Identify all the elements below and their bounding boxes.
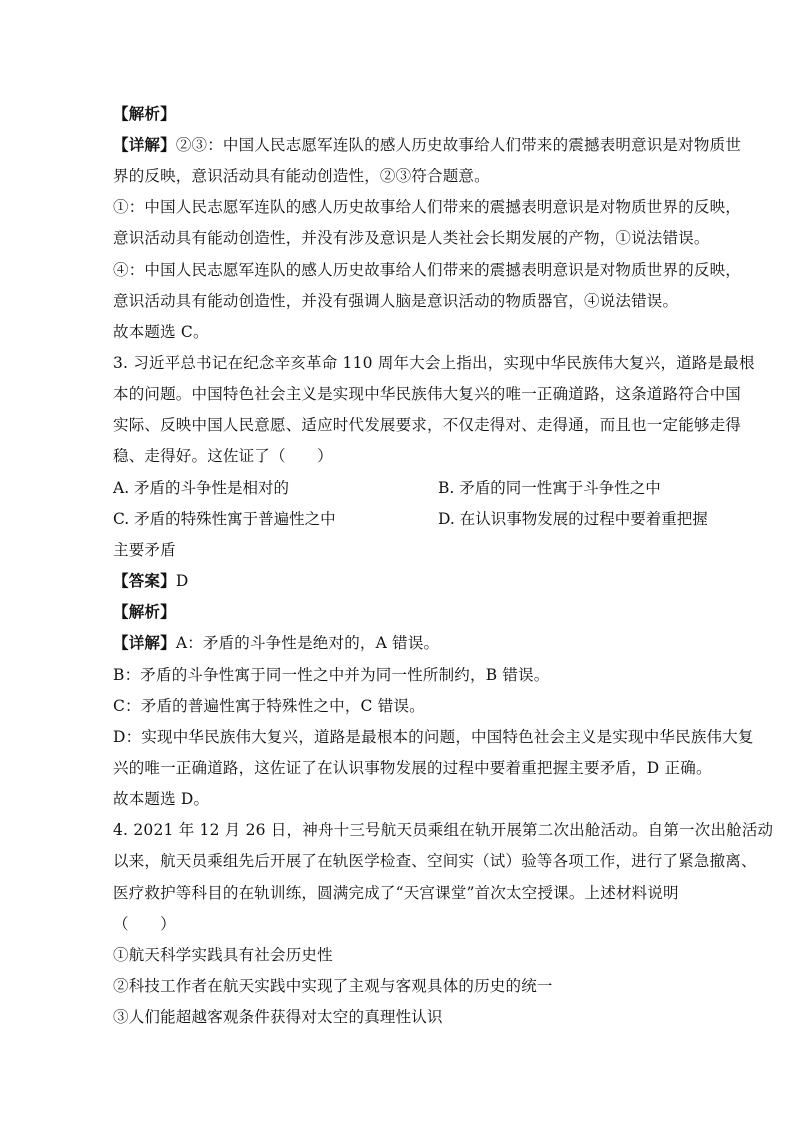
- detail-text: ②③：中国人民志愿军连队的感人历史故事给人们带来的震撼表明意识是对物质世: [175, 136, 742, 154]
- statement-2: ②科技工作者在航天实践中实现了主观与客观具体的历史的统一: [113, 977, 553, 995]
- question-4-stem-line-3: 医疗救护等科目的在轨训练，圆满完成了“天宫课堂”首次太空授课。上述材料说明: [113, 884, 679, 902]
- option-d: D. 在认识事物发展的过程中要着重把握: [438, 510, 708, 528]
- question-3-stem-line-4: 稳、走得好。这佐证了（ ）: [113, 447, 333, 465]
- question-3-stem-line-3: 实际、反映中国人民意愿、适应时代发展要求，不仅走得对、走得通，而且也一定能够走得: [113, 416, 742, 434]
- option-a: A. 矛盾的斗争性是相对的: [113, 479, 290, 497]
- option-one-analysis: ①：中国人民志愿军连队的感人历史故事给人们带来的震撼表明意识是对物质世界的反映，: [113, 198, 742, 216]
- option-b-explanation: B：矛盾的斗争性寓于同一性之中并为同一性所制约，B 错误。: [113, 666, 550, 684]
- option-one-analysis-continued: 意识活动具有能动创造性，并没有涉及意识是人类社会长期发展的产物，①说法错误。: [113, 229, 710, 247]
- detail-line-2: [113, 633, 439, 653]
- detail-line: [113, 135, 741, 155]
- option-four-analysis-continued: 意识活动具有能动创造性，并没有强调人脑是意识活动的物质器官，④说法错误。: [113, 292, 679, 310]
- detail-heading-2: 【详解】: [113, 633, 176, 652]
- conclusion: 故本题选 C。: [113, 323, 209, 341]
- question-4-stem-line-2: 以来，航天员乘组先后开展了在轨医学检查、空间实（试）验等各项工作，进行了紧急撤离、: [113, 852, 757, 870]
- option-d-explanation: D：实现中华民族伟大复兴，道路是最根本的问题，中国特色社会主义是实现中华民族伟大复: [113, 728, 754, 746]
- detail-heading: 【详解】: [113, 135, 176, 154]
- statement-1: ①航天科学实践具有社会历史性: [113, 946, 333, 964]
- question-3-stem: 3. 习近平总书记在纪念辛亥革命 110 周年大会上指出，实现中华民族伟大复兴，道路是最根: [113, 354, 755, 372]
- answer-value: D: [175, 572, 189, 590]
- option-four-analysis: ④：中国人民志愿军连队的感人历史故事给人们带来的震撼表明意识是对物质世界的反映，: [113, 261, 742, 279]
- question-4-blank: （ ）: [113, 915, 176, 933]
- answer-line: [113, 571, 188, 591]
- question-3-stem-line-2: 本的问题。中国特色社会主义是实现中华民族伟大复兴的唯一正确道路，这条道路符合中国: [113, 385, 742, 403]
- question-4-stem: 4. 2021 年 12 月 26 日，神舟十三号航天员乘组在轨开展第二次出舱活动。自第一次出舱活动: [113, 821, 774, 839]
- option-b: B. 矛盾的同一性寓于斗争性之中: [438, 479, 661, 497]
- option-c-explanation: C：矛盾的普遍性寓于特殊性之中，C 错误。: [113, 697, 425, 715]
- analysis-heading-2: 【解析】: [113, 602, 176, 621]
- option-c: C. 矛盾的特殊性寓于普遍性之中: [113, 510, 336, 528]
- answer-heading: 【答案】: [113, 571, 176, 590]
- detail-text-continued: 界的反映，意识活动具有能动创造性，②③符合题意。: [113, 167, 490, 185]
- option-d-continued: 主要矛盾: [113, 541, 176, 559]
- conclusion-2: 故本题选 D。: [113, 790, 210, 808]
- option-d-explanation-continued: 兴的唯一正确道路，这佐证了在认识事物发展的过程中要着重把握主要矛盾，D 正确。: [113, 759, 712, 777]
- option-a-explanation: A：矛盾的斗争性是绝对的，A 错误。: [175, 634, 440, 652]
- statement-3: ③人们能超越客观条件获得对太空的真理性认识: [113, 1008, 443, 1026]
- analysis-heading: 【解析】: [113, 104, 176, 123]
